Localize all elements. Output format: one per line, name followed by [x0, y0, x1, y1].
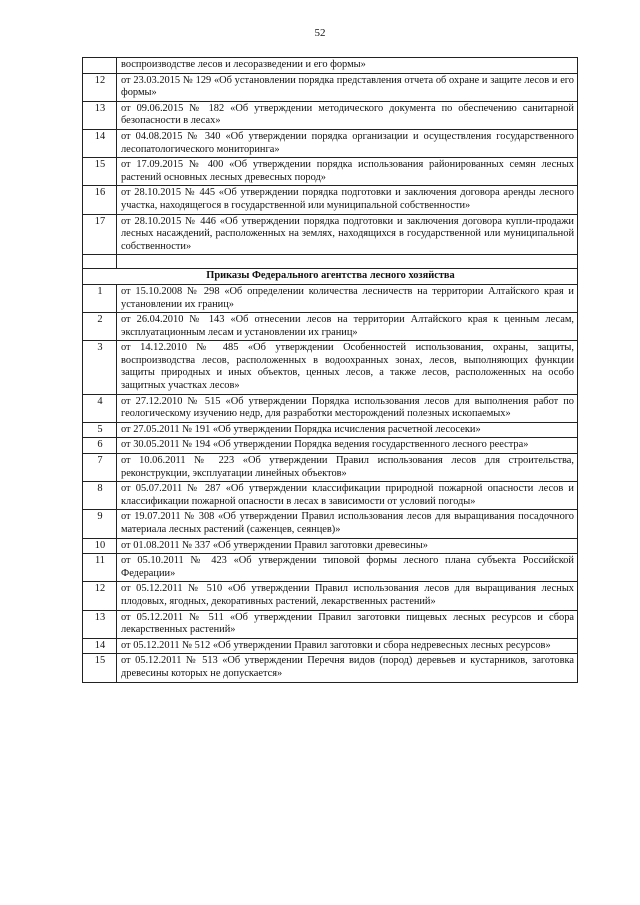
table-row — [83, 510, 578, 538]
row-number: 12 — [83, 73, 117, 101]
page-number: 52 — [314, 27, 326, 39]
row-text: от 14.12.2010 № 485 «Об утверждении Особенностей использования, охраны, защиты, воспроизводства лесов, расположенных в водоохранных зонах, лесов, выполняющих функции защиты природных и иных объектов, ценных лесов, а также лесов, расположенных на особо защитных участках лесов» — [117, 341, 578, 394]
row-number: 9 — [83, 510, 117, 538]
row-number: 8 — [83, 482, 117, 510]
row-number: 10 — [83, 538, 117, 554]
top-rows — [83, 58, 578, 255]
table-row — [83, 582, 578, 610]
table-row — [83, 73, 578, 101]
row-number — [83, 58, 117, 74]
row-number: 14 — [83, 129, 117, 157]
row-text: от 28.10.2015 № 445 «Об утверждении порядка подготовки и заключения договора аренды лесного участка, находящегося в государственной или муниципальной собственности» — [117, 186, 578, 214]
section-block — [83, 255, 578, 285]
row-text: от 23.03.2015 № 129 «Об установлении порядка представления отчета об охране и защите лесов и его формы» — [117, 73, 578, 101]
row-text: от 09.06.2015 № 182 «Об утверждении методического документа по обеспечению санитарной безопасности в лесах» — [117, 101, 578, 129]
table-row — [83, 454, 578, 482]
table-row — [83, 129, 578, 157]
spacer-row — [83, 255, 578, 269]
table-row — [83, 58, 578, 74]
row-text: от 26.04.2010 № 143 «Об отнесении лесов на территории Алтайского края к ценным лесам, эксплуатационным лесам и установлении их границ» — [117, 313, 578, 341]
table-row — [83, 422, 578, 438]
table-row — [83, 638, 578, 654]
row-number: 13 — [83, 610, 117, 638]
row-text: от 05.12.2011 № 513 «Об утверждении Перечня видов (пород) деревьев и кустарников, заготовка древесины которых не допускается» — [117, 654, 578, 682]
row-text: от 05.12.2011 № 512 «Об утверждении Правил заготовки и сбора недревесных лесных ресурсов» — [117, 638, 578, 654]
row-text: от 30.05.2011 № 194 «Об утверждении Порядка ведения государственного лесного реестра» — [117, 438, 578, 454]
table-row — [83, 438, 578, 454]
section-header-row — [83, 269, 578, 285]
spacer-cell — [117, 255, 578, 269]
row-text: от 15.10.2008 № 298 «Об определении количества лесничеств на территории Алтайского края и установлении их границ» — [117, 284, 578, 312]
row-text: от 05.12.2011 № 510 «Об утверждении Правил использования лесов для выращивания лесных плодовых, ягодных, декоративных растений, лекарственных растений» — [117, 582, 578, 610]
table-row — [83, 101, 578, 129]
row-number: 15 — [83, 158, 117, 186]
row-text: от 27.12.2010 № 515 «Об утверждении Порядка использования лесов для выполнения работ по геологическому изучению недр, для разработки месторождений полезных ископаемых» — [117, 394, 578, 422]
row-text: от 05.10.2011 № 423 «Об утверждении типовой формы лесного плана субъекта Российской Федерации» — [117, 554, 578, 582]
row-number: 1 — [83, 284, 117, 312]
table-row — [83, 313, 578, 341]
row-text: от 04.08.2015 № 340 «Об утверждении порядка организации и осуществления государственного лесопатологического мониторинга» — [117, 129, 578, 157]
table-row — [83, 341, 578, 394]
row-number: 14 — [83, 638, 117, 654]
table-row — [83, 554, 578, 582]
row-number: 17 — [83, 214, 117, 255]
row-text: от 05.07.2011 № 287 «Об утверждении классификации природной пожарной опасности лесов и классификации пожарной опасности в лесах в зависимости от условий погоды» — [117, 482, 578, 510]
table-row — [83, 284, 578, 312]
spacer-cell — [83, 255, 117, 269]
row-number: 15 — [83, 654, 117, 682]
row-number: 13 — [83, 101, 117, 129]
table-row — [83, 538, 578, 554]
row-number: 5 — [83, 422, 117, 438]
row-text: от 27.05.2011 № 191 «Об утверждении Порядка исчисления расчетной лесосеки» — [117, 422, 578, 438]
table-row — [83, 610, 578, 638]
row-text: от 19.07.2011 № 308 «Об утверждении Правил использования лесов для выращивания посадочного материала лесных растений (саженцев, сеянцев)» — [117, 510, 578, 538]
row-number: 6 — [83, 438, 117, 454]
row-number: 12 — [83, 582, 117, 610]
table-row — [83, 158, 578, 186]
row-text: от 28.10.2015 № 446 «Об утверждении порядка подготовки и заключения договора купли-продажи лесных насаждений, расположенных на землях, находящихся в государственной или муниципальной собственности» — [117, 214, 578, 255]
row-number: 4 — [83, 394, 117, 422]
table-row — [83, 214, 578, 255]
row-number: 11 — [83, 554, 117, 582]
table-row — [83, 394, 578, 422]
row-text: от 01.08.2011 № 337 «Об утверждении Правил заготовки древесины» — [117, 538, 578, 554]
row-number: 2 — [83, 313, 117, 341]
table-row — [83, 654, 578, 682]
row-text: от 10.06.2011 № 223 «Об утверждении Правил использования лесов для строительства, реконструкции, эксплуатации линейных объектов» — [117, 454, 578, 482]
row-text: от 05.12.2011 № 511 «Об утверждении Правил заготовки пищевых лесных ресурсов и сбора лекарственных растений» — [117, 610, 578, 638]
row-number: 16 — [83, 186, 117, 214]
row-text: от 17.09.2015 № 400 «Об утверждении порядка использования районированных семян лесных растений основных лесных древесных пород» — [117, 158, 578, 186]
row-text: воспроизводстве лесов и лесоразведении и его формы» — [117, 58, 578, 74]
row-number: 3 — [83, 341, 117, 394]
section-rows — [83, 284, 578, 682]
section-title: Приказы Федерального агентства лесного хозяйства — [83, 269, 578, 285]
table-row — [83, 186, 578, 214]
row-number: 7 — [83, 454, 117, 482]
regulations-table — [82, 57, 578, 683]
table-row — [83, 482, 578, 510]
